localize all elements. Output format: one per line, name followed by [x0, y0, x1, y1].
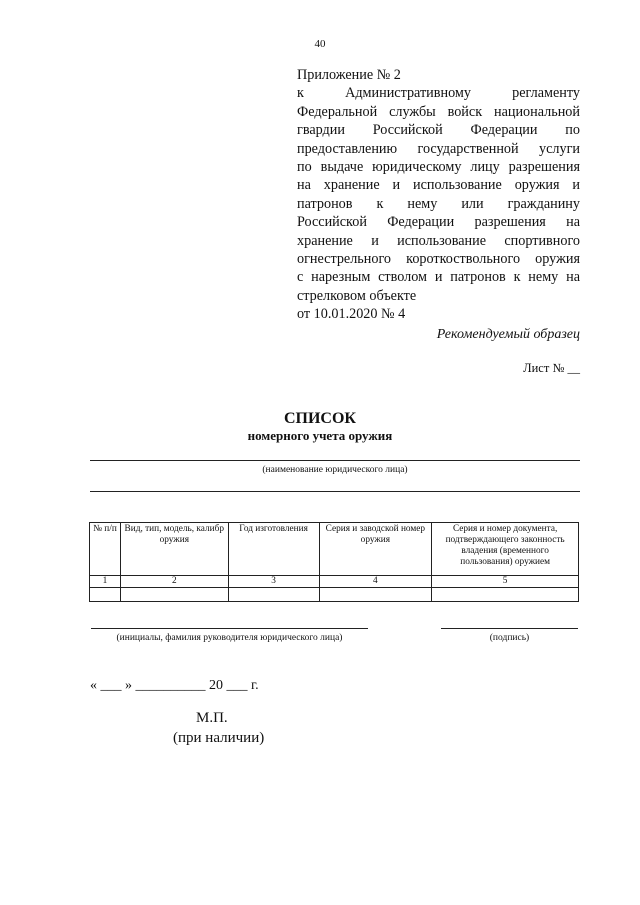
signature-caption: (подпись) — [489, 633, 530, 643]
annex-line: на хранение и использование оружия и — [297, 177, 580, 194]
annex-title: Приложение № 2 — [297, 67, 401, 83]
header-cell: № п/п — [90, 523, 121, 576]
table-cell — [120, 588, 228, 602]
page-number: 40 — [314, 38, 326, 50]
recommended-sample: Рекомендуемый образец — [436, 327, 580, 342]
signature-line — [441, 628, 578, 629]
annex-line: огнестрельного короткоствольного оружия — [297, 251, 580, 268]
number-cell: 1 — [90, 576, 121, 588]
header-cell: Серия и заводской номер оружия — [319, 523, 432, 576]
number-cell: 5 — [432, 576, 579, 588]
number-cell: 4 — [319, 576, 432, 588]
annex-line: гвардии Российской Федерации по — [297, 122, 580, 139]
sheet-number: Лист № __ — [523, 361, 580, 375]
annex-line: хранение и использование спортивного — [297, 232, 580, 249]
org-name-line-2 — [90, 491, 580, 492]
weapons-table — [89, 522, 579, 602]
table-cell — [319, 588, 432, 602]
table-cell — [90, 588, 121, 602]
table-row — [90, 588, 579, 602]
header-cell: Вид, тип, модель, калибр оружия — [120, 523, 228, 576]
annex-line: Федеральной службы войск национальной — [297, 103, 580, 120]
document-title: СПИСОК — [283, 410, 357, 427]
table-header-row — [90, 523, 579, 576]
org-name-line — [90, 460, 580, 461]
annex-line: с нарезным стволом и патронов к нему на — [297, 269, 580, 286]
document-subtitle: номерного учета оружия — [247, 428, 393, 443]
head-name-caption: (инициалы, фамилия руководителя юридического лица) — [116, 633, 343, 643]
org-name-caption: (наименование юридического лица) — [262, 465, 408, 475]
annex-date: от 10.01.2020 № 4 — [297, 306, 406, 323]
annex-line: по выдаче юридическому лицу разрешения — [297, 159, 580, 176]
head-name-line — [91, 628, 368, 629]
annex-line: предоставлению государственной услуги — [297, 140, 580, 157]
annex-line: к Административному регламенту — [297, 85, 580, 102]
date-field: « ___ » __________ 20 ___ г. — [90, 678, 259, 693]
stamp-label: М.П. — [196, 710, 228, 726]
annex-block — [297, 66, 580, 324]
table-cell — [432, 588, 579, 602]
number-cell: 3 — [228, 576, 319, 588]
annex-line: патронов к нему или гражданину — [297, 195, 580, 212]
number-cell: 2 — [120, 576, 228, 588]
annex-line: Российской Федерации разрешения на — [297, 214, 580, 231]
annex-line: стрелковом объекте — [297, 287, 417, 304]
table-cell — [228, 588, 319, 602]
header-cell: Серия и номер документа, подтверждающего законность владения (временного пользования) оружием — [432, 523, 579, 576]
stamp-note: (при наличии) — [173, 730, 265, 746]
table-number-row — [90, 576, 579, 588]
header-cell: Год изготовления — [228, 523, 319, 576]
